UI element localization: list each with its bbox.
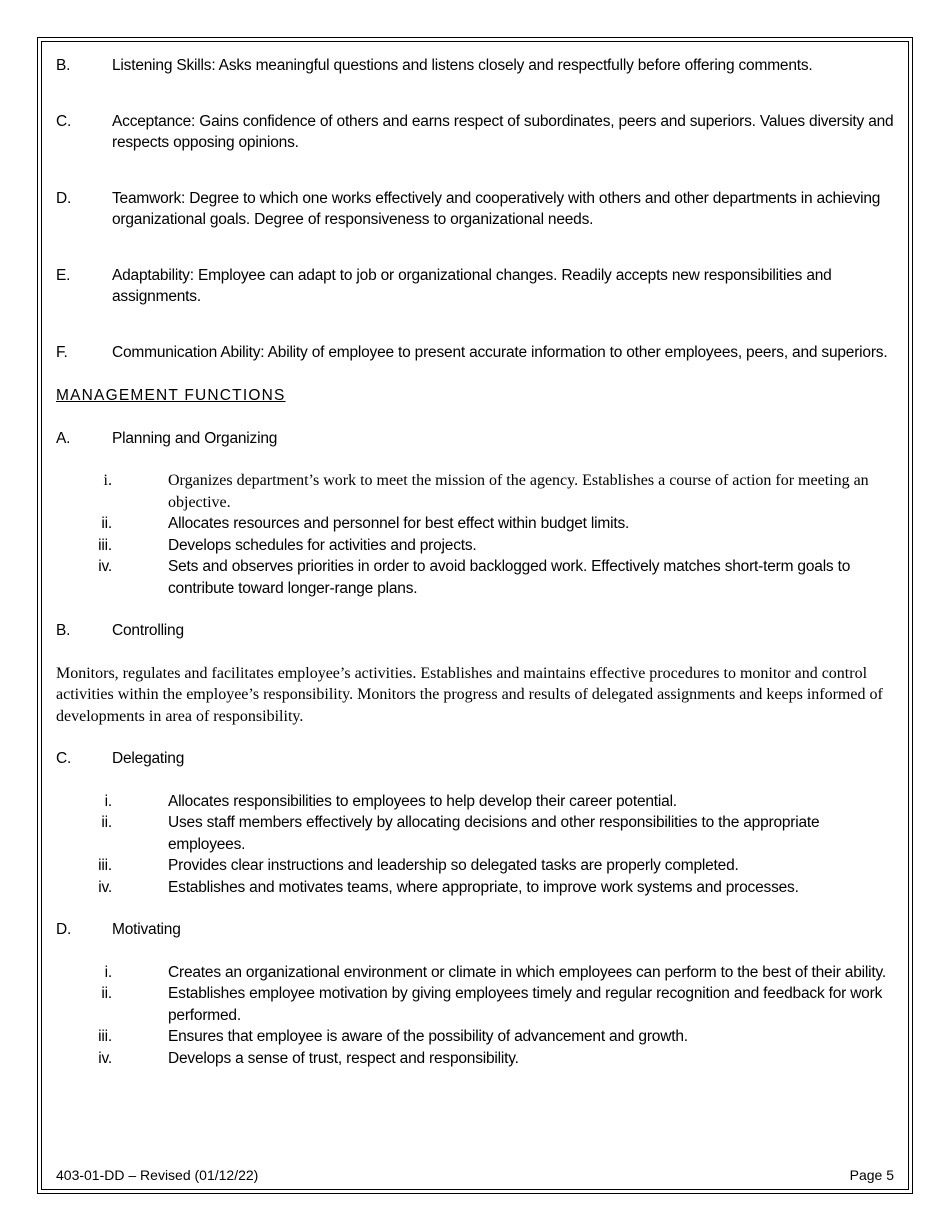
list-text: Sets and observes priorities in order to avoid backlogged work. Effectively matches short-term goals to contribute toward longer-range plans. — [168, 558, 851, 597]
section-heading: MANAGEMENT FUNCTIONS — [56, 387, 286, 404]
list-number: ii. — [101, 814, 112, 831]
item-letter: D. — [56, 189, 72, 207]
skill-item-listening — [56, 55, 896, 77]
item-text: Listening Skills: Asks meaningful questions and listens closely and respectfully before offering comments. — [112, 57, 813, 74]
subsection-letter: D. — [56, 921, 72, 938]
list-number: iv. — [98, 558, 112, 575]
list-number: iv. — [98, 1049, 112, 1067]
subsection-letter: B. — [56, 622, 71, 639]
subsection-delegating — [56, 748, 896, 770]
list-item — [56, 962, 896, 984]
item-letter: C. — [56, 112, 72, 130]
list-item — [56, 812, 896, 855]
skill-item-acceptance — [56, 111, 896, 154]
list-item — [56, 983, 896, 1026]
list-text: Creates an organizational environment or climate in which employees can perform to the best of their ability. — [168, 963, 886, 981]
list-text: Organizes department’s work to meet the mission of the agency. Establishes a course of action for meeting an objective. — [168, 472, 869, 511]
subsection-controlling — [56, 620, 896, 642]
list-text: Develops schedules for activities and projects. — [168, 536, 477, 554]
list-number: ii. — [101, 985, 112, 1002]
item-letter: B. — [56, 57, 71, 74]
skill-item-teamwork — [56, 188, 896, 231]
list-item — [56, 877, 896, 899]
item-text: Acceptance: Gains confidence of others and earns respect of subordinates, peers and superiors. Values diversity and respects opposing opinions. — [112, 112, 894, 151]
skill-item-communication — [56, 342, 896, 364]
item-letter: F. — [56, 343, 68, 361]
list-text: Establishes employee motivation by giving employees timely and regular recognition and feedback for work performed. — [168, 985, 883, 1024]
page-footer — [56, 1167, 894, 1183]
list-item — [56, 791, 896, 813]
list-text: Provides clear instructions and leadership so delegated tasks are properly completed. — [168, 857, 739, 874]
list-number: iv. — [98, 878, 112, 896]
subsection-letter: C. — [56, 750, 72, 767]
subsection-title: Delegating — [112, 750, 185, 767]
list-number: i. — [104, 792, 112, 810]
list-text: Allocates resources and personnel for best effect within budget limits. — [168, 515, 630, 532]
list-item — [56, 470, 896, 513]
list-text: Establishes and motivates teams, where appropriate, to improve work systems and processes. — [168, 878, 799, 896]
list-item — [56, 855, 896, 877]
list-number: ii. — [101, 515, 112, 532]
list-text: Allocates responsibilities to employees to help develop their career potential. — [168, 792, 677, 810]
item-letter: E. — [56, 266, 71, 284]
list-item — [56, 535, 896, 557]
list-number: iii. — [98, 1028, 112, 1045]
subsection-letter: A. — [56, 429, 71, 447]
skill-item-adaptability — [56, 265, 896, 308]
subsection-title: Controlling — [112, 622, 184, 639]
list-text: Develops a sense of trust, respect and responsibility. — [168, 1049, 519, 1067]
list-item — [56, 1026, 896, 1048]
item-text: Teamwork: Degree to which one works effectively and cooperatively with others and other departments in achieving organizational goals. Degree of responsiveness to organizational needs. — [112, 189, 881, 228]
item-text: Adaptability: Employee can adapt to job or organizational changes. Readily accepts new responsibilities and assignments. — [112, 266, 832, 305]
list-number: iii. — [98, 857, 112, 874]
controlling-paragraph: Monitors, regulates and facilitates employee’s activities. Establishes and maintains effective procedures to monitor and control activities within the employee’s responsibility. Monitors the progress and results of delegated assignments and keeps informed of developments in area of responsibility. — [56, 664, 883, 725]
list-text: Uses staff members effectively by allocating decisions and other responsibilities to the appropriate employees. — [168, 814, 820, 853]
item-text: Communication Ability: Ability of employee to present accurate information to other employees, peers, and superiors. — [112, 343, 888, 361]
page-number: Page 5 — [849, 1167, 894, 1183]
document-id: 403-01-DD – Revised (01/12/22) — [56, 1167, 259, 1183]
subsection-motivating — [56, 919, 896, 941]
list-item — [56, 1048, 896, 1070]
planning-list — [56, 470, 896, 599]
subsection-title: Motivating — [112, 921, 181, 938]
motivating-list — [56, 962, 896, 1070]
delegating-list — [56, 791, 896, 899]
subsection-planning — [56, 428, 896, 450]
list-number: i. — [104, 963, 112, 981]
subsection-title: Planning and Organizing — [112, 429, 278, 447]
document-page — [56, 55, 896, 1090]
list-item — [56, 513, 896, 535]
list-text: Ensures that employee is aware of the possibility of advancement and growth. — [168, 1028, 688, 1045]
list-number: i. — [103, 472, 112, 489]
list-number: iii. — [98, 536, 112, 554]
list-item — [56, 556, 896, 599]
